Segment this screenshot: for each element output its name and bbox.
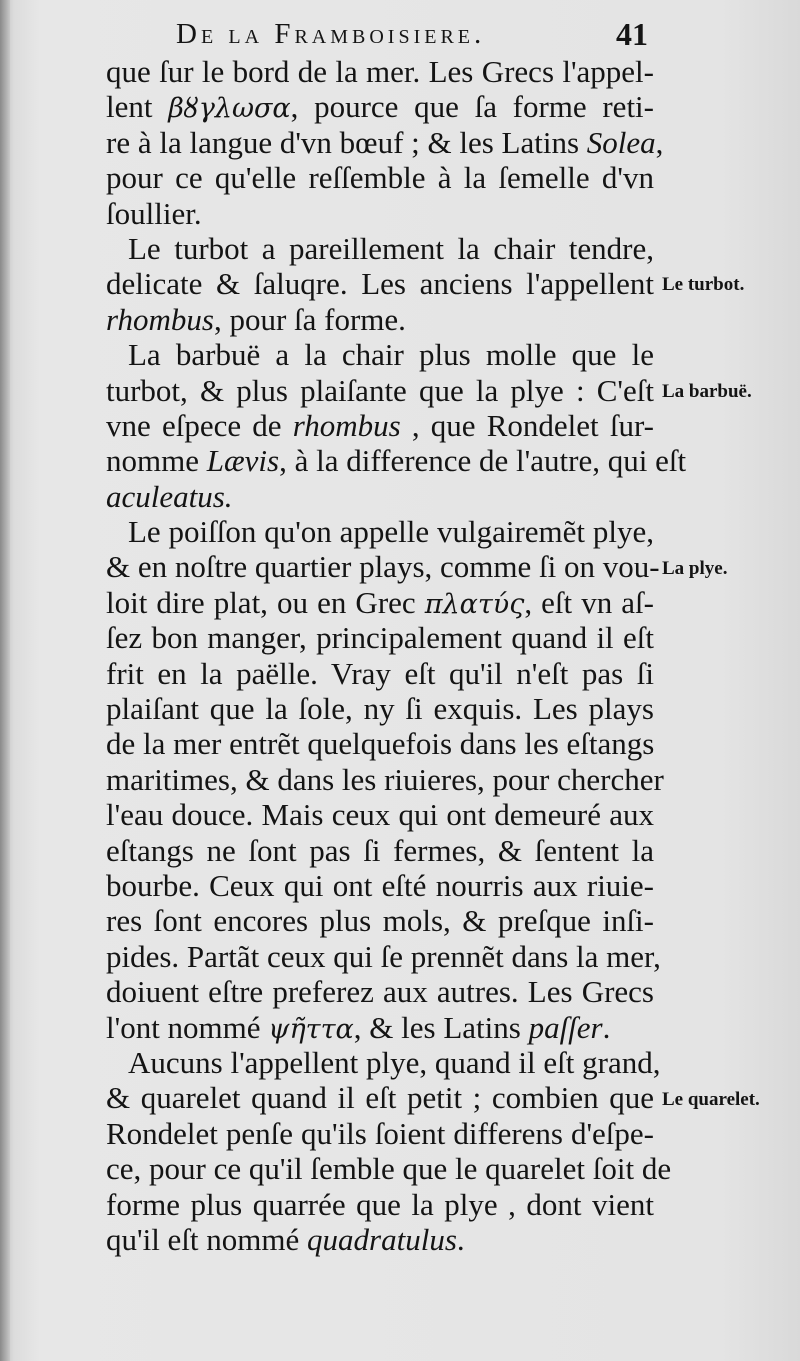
page-number: 41	[616, 16, 648, 52]
text-run: qu'il eſt nommé	[106, 1221, 308, 1257]
text-line	[106, 868, 654, 903]
italic-term: rhombus	[106, 301, 214, 337]
text-run: plaiſant que la ſole, ny ſi exquis. Les plays	[106, 691, 654, 727]
text-line	[106, 337, 654, 372]
text-run: l'eau douce. Mais ceux qui ont demeuré aux	[106, 797, 654, 833]
text-run: pour ce qu'elle reſſemble à la ſemelle d'vn	[106, 160, 654, 196]
text-line	[106, 1080, 654, 1115]
text-line	[106, 514, 654, 549]
text-line	[106, 160, 654, 195]
text-run: La barbuë a la chair plus molle que le	[128, 337, 654, 373]
margin-note: Le turbot.	[662, 274, 745, 296]
text-run: & en noſtre quartier plays, comme ſi on vou-	[106, 549, 660, 585]
text-run: maritimes, & dans les riuieres, pour chercher	[106, 761, 664, 797]
text-run: res ſont encores plus mols, & preſque inſi-	[106, 903, 654, 939]
text-line	[106, 54, 654, 89]
italic-term: rhombus	[292, 407, 401, 443]
text-line	[106, 585, 654, 620]
text-run: delicate & ſaluqre. Les anciens l'appellent	[106, 266, 654, 302]
text-run: doiuent eſtre preferez aux autres. Les Grecs	[106, 974, 654, 1010]
body-text	[106, 54, 687, 1257]
italic-term: Lævis	[206, 443, 280, 479]
text-line	[106, 620, 654, 655]
text-line	[106, 443, 687, 479]
paragraph	[106, 1044, 672, 1257]
text-line	[106, 89, 654, 124]
text-run: loit dire plat, ou en Grec	[106, 584, 425, 620]
text-run: Le poiſſon qu'on appelle vulgairemẽt plye,	[128, 514, 654, 550]
text-run: ,	[655, 124, 664, 160]
paragraph	[106, 337, 687, 514]
greek-word: πλατύς	[424, 588, 525, 620]
text-line	[106, 479, 654, 514]
text-line	[106, 656, 654, 691]
text-line	[106, 266, 654, 301]
text-line	[106, 231, 654, 266]
italic-term: quadratulus	[307, 1221, 457, 1257]
text-run: Rondelet penſe qu'ils ſoient differens d'eſpe-	[106, 1115, 654, 1151]
text-run: , pour ſa forme.	[213, 301, 406, 337]
text-line	[106, 408, 654, 443]
text-line	[106, 1010, 654, 1045]
text-run: de la mer entrẽt quelquefois dans les eſtangs	[106, 726, 655, 762]
text-run: l'ont nommé	[106, 1009, 269, 1045]
text-line	[106, 1116, 654, 1151]
text-line	[106, 124, 664, 160]
text-line	[106, 196, 654, 231]
text-run: lent	[106, 89, 169, 125]
text-run: ſez bon manger, principalement quand il eſt	[106, 620, 654, 656]
running-head: De la Framboisiere.	[176, 18, 486, 50]
margin-note: La plye.	[662, 557, 728, 579]
text-line	[106, 549, 660, 585]
text-line	[106, 1187, 654, 1222]
text-run: eſtangs ne ſont pas ſi fermes, & ſentent la	[106, 832, 654, 868]
greek-word: βȣγλωσα	[168, 93, 291, 125]
paragraph	[106, 231, 654, 337]
text-run: , eſt vn aſ-	[524, 584, 654, 620]
text-line	[106, 833, 654, 868]
text-line	[106, 974, 654, 1009]
text-run: , que Rondelet ſur-	[400, 407, 654, 443]
text-run: & quarelet quand il eſt petit ; combien que	[106, 1080, 654, 1116]
text-run: , & les Latins	[353, 1009, 529, 1045]
text-run: re à la langue d'vn bœuf ; & les Latins	[106, 124, 587, 160]
text-run: turbot, & plus plaiſante que la plye : C'eſt	[106, 372, 654, 408]
text-run: .	[456, 1221, 465, 1257]
text-run: frit en la paëlle. Vray eſt qu'il n'eſt pas ſi	[106, 655, 654, 691]
text-run: .	[602, 1009, 611, 1045]
paragraph	[106, 514, 664, 1045]
paragraph	[106, 54, 664, 231]
italic-term: paſſer	[528, 1009, 603, 1045]
text-run: , pource que ſa forme reti-	[290, 89, 654, 125]
text-run: nomme	[106, 443, 207, 479]
italic-term: aculeatus.	[106, 478, 233, 514]
margin-note: Le quarelet.	[662, 1088, 760, 1110]
text-run: forme plus quarrée que la plye , dont vient	[106, 1186, 654, 1222]
text-run: , à la difference de l'autre, qui eſt	[279, 443, 687, 479]
text-line	[106, 938, 661, 974]
page-header	[176, 8, 656, 54]
text-line	[106, 302, 654, 337]
text-line	[106, 726, 654, 761]
text-run: Le turbot a pareillement la chair tendre,	[128, 230, 654, 266]
margin-note: La barbuë.	[662, 380, 752, 402]
page-gutter	[0, 0, 10, 1361]
text-line	[106, 373, 654, 408]
text-line	[106, 797, 654, 832]
text-line	[106, 1222, 654, 1257]
italic-term: Solea	[586, 124, 656, 160]
text-line	[106, 761, 664, 797]
greek-word: ψῆττα	[268, 1013, 354, 1045]
text-run: Aucuns l'appellent plye, quand il eſt grand,	[128, 1044, 661, 1080]
text-run: pides. Partãt ceux qui ſe prennẽt dans la mer,	[106, 938, 661, 974]
text-run: ce, pour ce qu'il ſemble que le quarelet ſoit de	[106, 1151, 672, 1187]
text-line	[106, 691, 654, 726]
text-line	[106, 903, 654, 938]
text-run: ſoullier.	[106, 195, 202, 231]
text-run: bourbe. Ceux qui ont eſté nourris aux riuie-	[106, 867, 654, 903]
text-run: que ſur le bord de la mer. Les Grecs l'appel-	[106, 54, 654, 89]
text-run: vne eſpece de	[106, 407, 293, 443]
text-line	[106, 1044, 661, 1080]
text-line	[106, 1151, 672, 1187]
